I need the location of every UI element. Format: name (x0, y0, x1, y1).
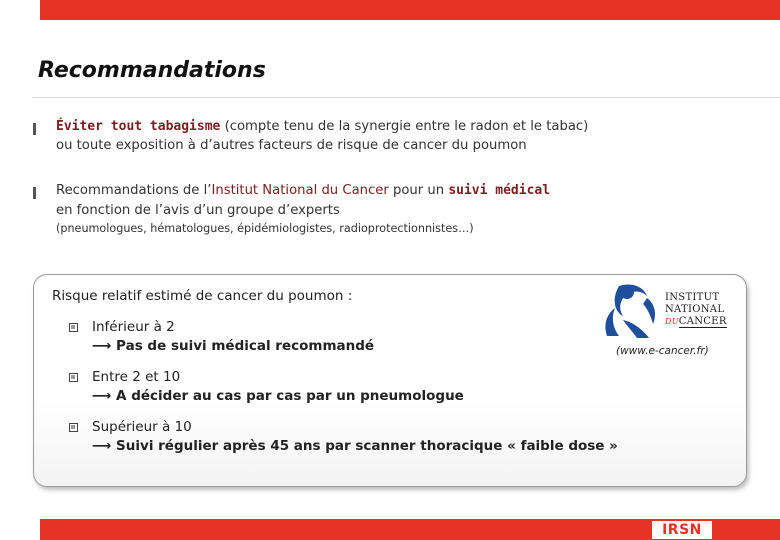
checkbox-bullet-icon (69, 423, 78, 432)
logo-line-1: INSTITUT (665, 292, 720, 303)
bullet-2-line-2: en fonction de l’avis d’un groupe d’experts (56, 203, 340, 218)
inca-logo-wordmark (665, 292, 729, 328)
checkbox-bullet-icon (69, 373, 78, 382)
logo-line-3-prefix: DU (665, 317, 679, 326)
risk-item-2-label: Entre 2 et 10 (92, 369, 181, 385)
risk-item-3-label: Supérieur à 10 (92, 419, 192, 435)
logo-line-2: NATIONAL (665, 304, 725, 315)
risk-item-2-detail: ⟶ A décider au cas par cas par un pneumologue (92, 388, 464, 404)
checkbox-bullet-icon (69, 323, 78, 332)
bullet-2-experts-list: (pneumologues, hématologues, épidémiologistes, radioprotectionnistes…) (56, 222, 474, 235)
irsn-logo: IRSN (652, 521, 712, 539)
bullet-1-highlight: Éviter tout tabagisme (56, 119, 221, 134)
risk-item-1-detail: ⟶ Pas de suivi médical recommandé (92, 338, 375, 354)
top-accent-bar (40, 0, 780, 20)
inca-logo (597, 280, 729, 342)
risk-item-1-label: Inférieur à 2 (92, 319, 175, 335)
bullet-marker (33, 123, 36, 135)
bullet-1-rest: (compte tenu de la synergie entre le radon et le tabac) (220, 119, 589, 134)
slide-title: Recommandations (38, 58, 266, 83)
inca-logo-icon (597, 280, 663, 342)
bullet-2-bold: suivi médical (448, 183, 551, 198)
bullet-2-text-b: pour un (388, 183, 449, 198)
bullet-1-line-1 (56, 117, 588, 136)
bullet-2-text-a: Recommandations de l’ (56, 183, 212, 198)
bullet-marker (33, 187, 36, 199)
bullet-1-line-2: ou toute exposition à d’autres facteurs de risque de cancer du poumon (56, 138, 527, 153)
risk-box-heading: Risque relatif estimé de cancer du poumon : (52, 288, 353, 304)
bullet-2-line-1 (56, 181, 550, 200)
logo-line-3-main: CANCER (678, 316, 727, 327)
risk-item-3-detail: ⟶ Suivi régulier après 45 ans par scanner thoracique « faible dose » (92, 438, 618, 454)
bullet-2-org: Institut National du Cancer (211, 183, 389, 198)
logo-line-3 (665, 316, 729, 328)
inca-url: (www.e-cancer.fr) (616, 345, 709, 357)
title-divider (32, 97, 780, 98)
